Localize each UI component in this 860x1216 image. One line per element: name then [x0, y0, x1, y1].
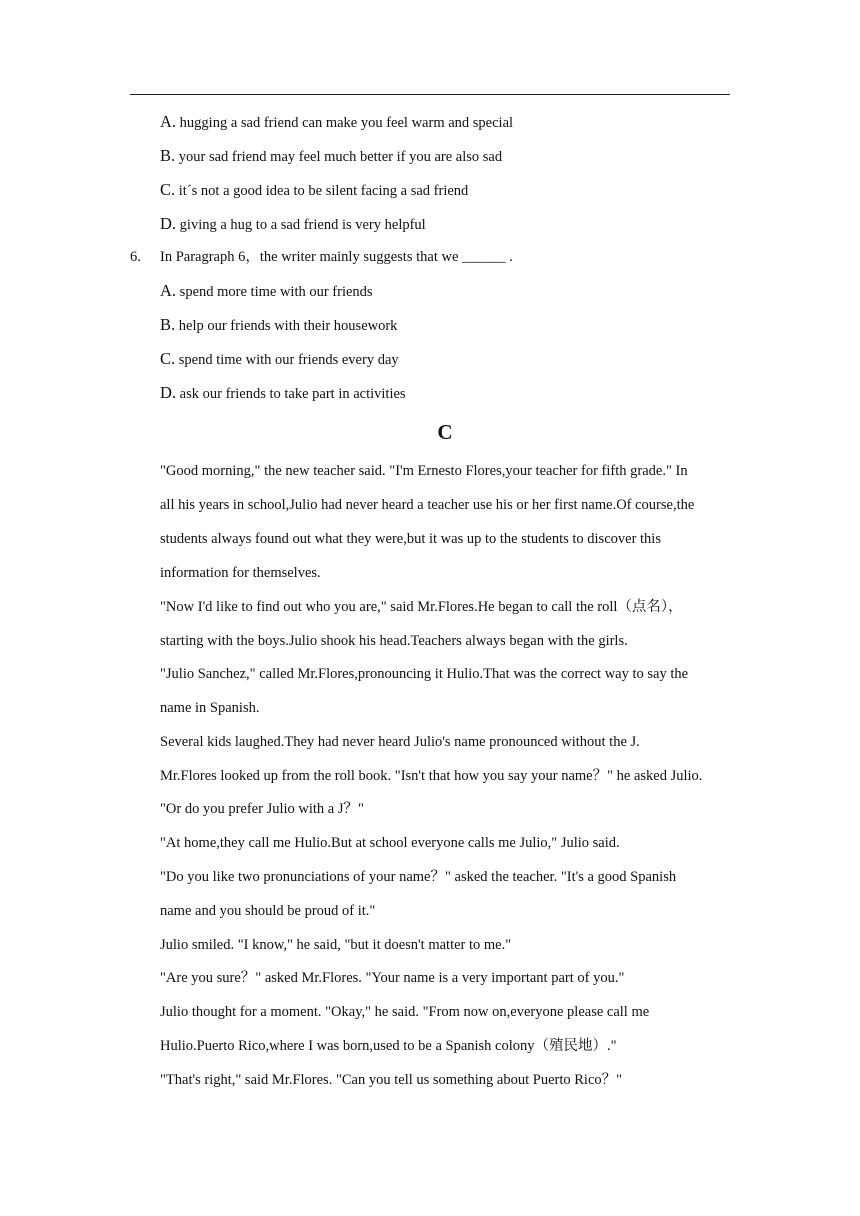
q6-option-d[interactable]: D. ask our friends to take part in activities — [160, 383, 406, 402]
passage-line: name and you should be proud of it." — [160, 903, 376, 919]
passage-line: "That's right," said Mr.Flores. "Can you tell us something about Puerto Rico？" — [160, 1072, 623, 1088]
q5-option-d[interactable]: D. giving a hug to a sad friend is very helpful — [160, 214, 426, 233]
passage-line: Julio smiled. "I know," he said, "but it doesn't matter to me." — [160, 937, 512, 953]
question-number: 6. — [130, 249, 141, 265]
passage-line: all his years in school,Julio had never heard a teacher use his or her first name.Of course,the — [160, 497, 695, 513]
section-title: C — [437, 420, 453, 444]
passage-line: students always found out what they were,but it was up to the students to discover this — [160, 531, 661, 547]
q6-option-b[interactable]: B. help our friends with their housework — [160, 315, 398, 334]
q5-option-b[interactable]: B. your sad friend may feel much better if you are also sad — [160, 146, 503, 165]
passage-line: "Julio Sanchez," called Mr.Flores,pronouncing it Hulio.That was the correct way to say the — [160, 666, 689, 682]
passage-line: "Good morning," the new teacher said. "I'm Ernesto Flores,your teacher for fifth grade." In — [160, 463, 688, 479]
header-rule — [130, 94, 730, 95]
q6-option-a[interactable]: A. spend more time with our friends — [160, 281, 373, 300]
passage-line: "Are you sure？" asked Mr.Flores. "Your name is a very important part of you." — [160, 970, 625, 986]
passage-line: Mr.Flores looked up from the roll book. "Isn't that how you say your name？" he asked Julio. — [160, 768, 703, 784]
q5-option-a[interactable]: A. hugging a sad friend can make you feel warm and special — [160, 112, 514, 131]
q5-option-c[interactable]: C. itˊs not a good idea to be silent facing a sad friend — [160, 180, 469, 199]
q6-option-c[interactable]: C. spend time with our friends every day — [160, 349, 399, 368]
passage-line: "Do you like two pronunciations of your name？" asked the teacher. "It's a good Spanish — [160, 869, 677, 885]
passage-line: "Now I'd like to find out who you are," said Mr.Flores.He began to call the roll（点名）， — [160, 599, 683, 615]
question-stem: In Paragraph 6，the writer mainly suggests that we ______ . — [160, 249, 513, 265]
passage-line: Julio thought for a moment. "Okay," he said. "From now on,everyone please call me — [160, 1004, 650, 1020]
passage-line: Hulio.Puerto Rico,where I was born,used to be a Spanish colony（殖民地）." — [160, 1038, 617, 1054]
passage-line: information for themselves. — [160, 565, 321, 581]
passage-line: starting with the boys.Julio shook his head.Teachers always began with the girls. — [160, 633, 628, 649]
passage-line: "Or do you prefer Julio with a J？" — [160, 801, 364, 817]
passage-line: Several kids laughed.They had never heard Julio's name pronounced without the J. — [160, 734, 640, 750]
passage-line: "At home,they call me Hulio.But at school everyone calls me Julio," Julio said. — [160, 835, 620, 851]
passage-line: name in Spanish. — [160, 700, 260, 716]
